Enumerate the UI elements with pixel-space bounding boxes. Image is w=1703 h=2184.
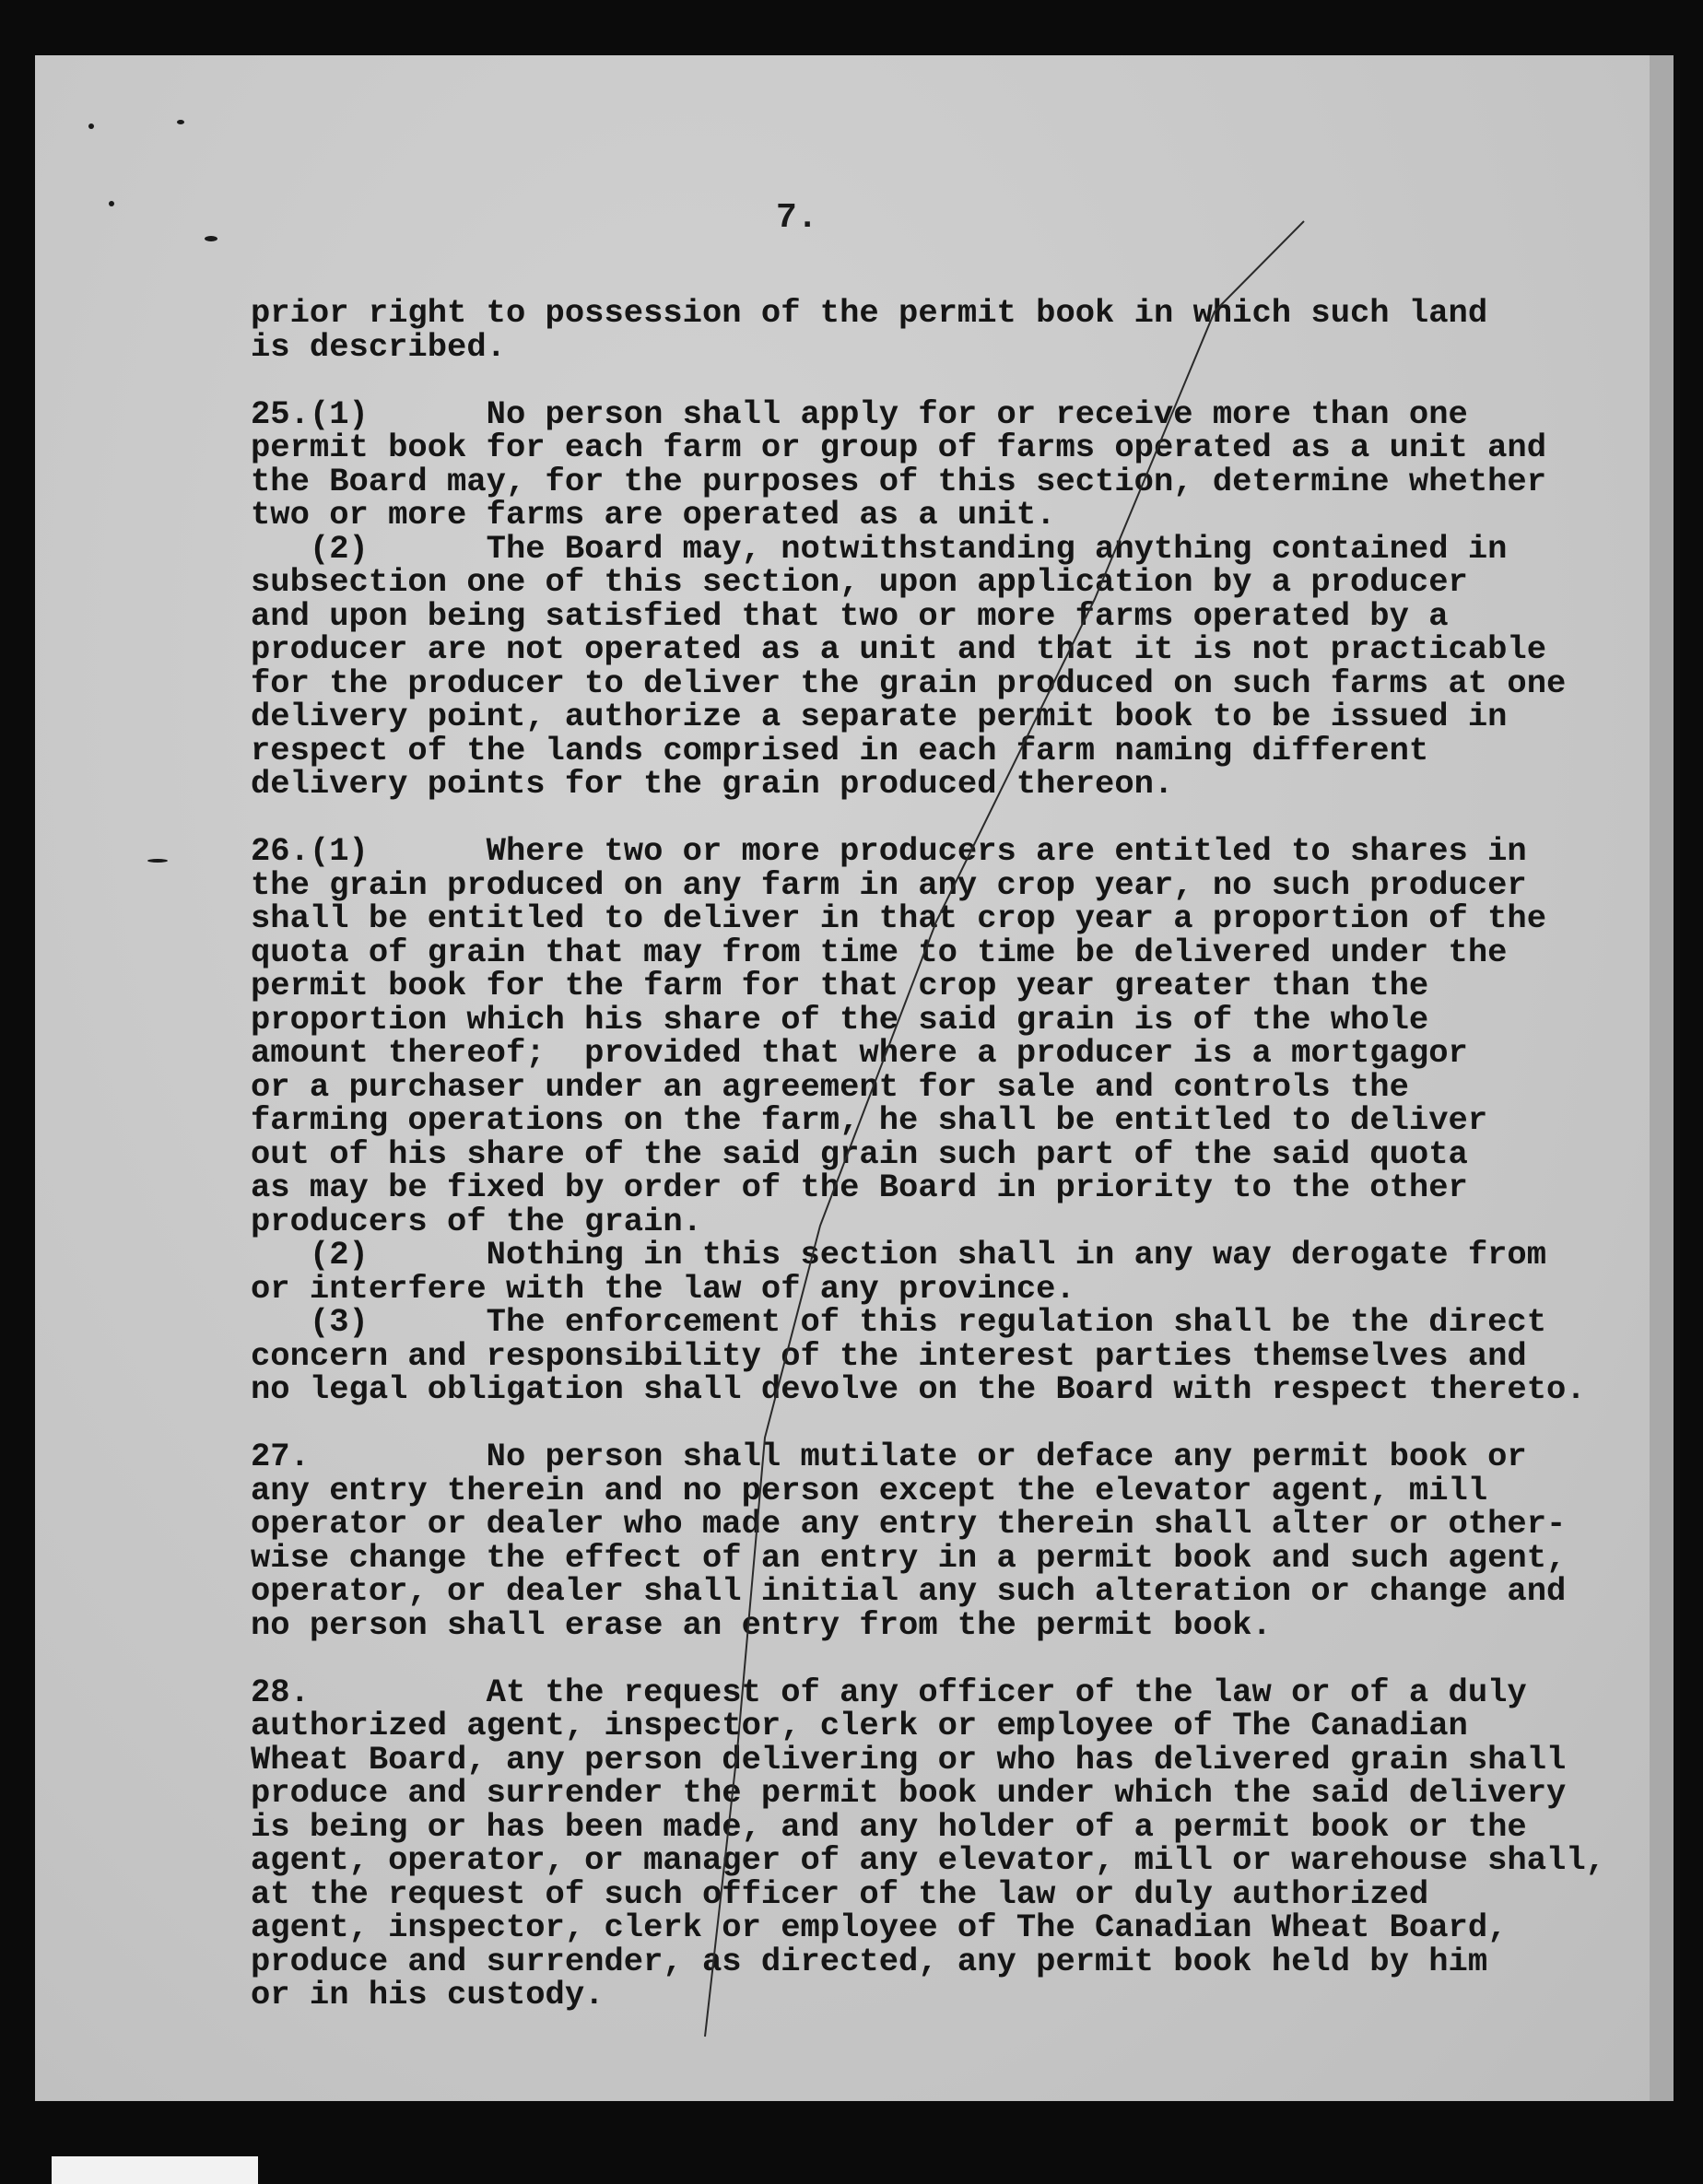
text-line: (3) The enforcement of this regulation shall be the direct: [251, 1303, 1547, 1341]
text-line: agent, inspector, clerk or employee of The Canadian Wheat Board,: [251, 1908, 1508, 1946]
text-line: out of his share of the said grain such part of the said quota: [251, 1134, 1468, 1173]
text-line: is being or has been made, and any holder of a permit book or the: [251, 1807, 1527, 1846]
page-edge: [1650, 55, 1674, 2101]
text-line: delivery point, authorize a separate permit book to be issued in: [251, 698, 1508, 735]
text-line: at the request of such officer of the law or duly authorized: [251, 1874, 1429, 1913]
text-line: farming operations on the farm, he shall be entitled to deliver: [251, 1101, 1488, 1139]
dust-speck: [205, 236, 217, 241]
dust-speck: [147, 859, 168, 863]
page-number: 7.: [776, 198, 818, 238]
text-line: as may be fixed by order of the Board in priority to the other: [251, 1168, 1468, 1206]
text-line: 26.(1) Where two or more producers are entitled to shares in: [251, 832, 1527, 870]
text-line: Wheat Board, any person delivering or who has delivered grain shall: [251, 1740, 1567, 1779]
text-line: and upon being satisfied that two or more farms operated by a: [251, 596, 1449, 635]
text-line: produce and surrender, as directed, any permit book held by him: [251, 1942, 1488, 1980]
text-line: or a purchaser under an agreement for sale and controls the: [251, 1067, 1409, 1106]
text-line: 27. No person shall mutilate or deface any permit book or: [251, 1438, 1527, 1475]
text-line: or interfere with the law of any province.: [251, 1269, 1075, 1308]
paragraph-gap: [251, 364, 1633, 398]
dust-speck: [109, 201, 114, 206]
text-line: amount thereof; provided that where a producer is a mortgagor: [251, 1034, 1468, 1072]
text-line: subsection one of this section, upon application by a producer: [251, 563, 1468, 601]
dust-speck: [88, 123, 94, 129]
text-line: permit book for each farm or group of farms operated as a unit and: [251, 429, 1547, 466]
text-line: any entry therein and no person except the elevator agent, mill: [251, 1471, 1488, 1509]
text-line: proportion which his share of the said grain is of the whole: [251, 1000, 1429, 1039]
text-line: agent, operator, or manager of any elevator, mill or warehouse shall,: [251, 1841, 1605, 1879]
text-line: (2) Nothing in this section shall in any way derogate from: [251, 1236, 1547, 1274]
text-line: operator or dealer who made any entry therein shall alter or other-: [251, 1505, 1567, 1543]
text-line: concern and responsibility of the interest parties themselves and: [251, 1336, 1527, 1375]
text-line: prior right to possession of the permit book in which such land: [251, 294, 1488, 332]
text-line: or in his custody.: [251, 1976, 605, 2014]
text-line: 28. At the request of any officer of the law or of a duly: [251, 1673, 1527, 1711]
text-line: the Board may, for the purposes of this section, determine whether: [251, 462, 1547, 500]
paragraph-gap: [251, 1407, 1633, 1441]
text-line: no person shall erase an entry from the permit book.: [251, 1605, 1272, 1644]
text-line: for the producer to deliver the grain produced on such farms at one: [251, 663, 1567, 702]
text-line: producer are not operated as a unit and that it is not practicable: [251, 630, 1547, 668]
text-line: is described.: [251, 327, 506, 366]
scan-margin-tab: [52, 2156, 258, 2184]
text-line: operator, or dealer shall initial any such alteration or change and: [251, 1572, 1567, 1610]
text-line: wise change the effect of an entry in a permit book and such agent,: [251, 1538, 1567, 1577]
text-line: respect of the lands comprised in each farm naming different: [251, 731, 1429, 769]
text-line: delivery points for the grain produced thereon.: [251, 765, 1174, 803]
paragraph-gap: [251, 802, 1633, 836]
text-line: (2) The Board may, notwithstanding anything contained in: [251, 529, 1508, 568]
text-line: no legal obligation shall devolve on the Board with respect thereto.: [251, 1370, 1586, 1408]
text-line: quota of grain that may from time to time be delivered under the: [251, 933, 1508, 971]
text-line: permit book for the farm for that crop year greater than the: [251, 967, 1429, 1004]
dust-speck: [177, 120, 184, 124]
paragraph-gap: [251, 1642, 1633, 1676]
document-body: [251, 294, 1633, 2014]
text-line: two or more farms are operated as a unit.: [251, 496, 1056, 534]
text-line: authorized agent, inspector, clerk or employee of The Canadian: [251, 1707, 1468, 1744]
text-line: produce and surrender the permit book under which the said delivery: [251, 1774, 1567, 1812]
text-line: producers of the grain.: [251, 1202, 702, 1240]
text-line: shall be entitled to deliver in that crop year a proportion of the: [251, 899, 1547, 937]
text-line: 25.(1) No person shall apply for or receive more than one: [251, 394, 1468, 433]
text-line: the grain produced on any farm in any crop year, no such producer: [251, 865, 1527, 904]
